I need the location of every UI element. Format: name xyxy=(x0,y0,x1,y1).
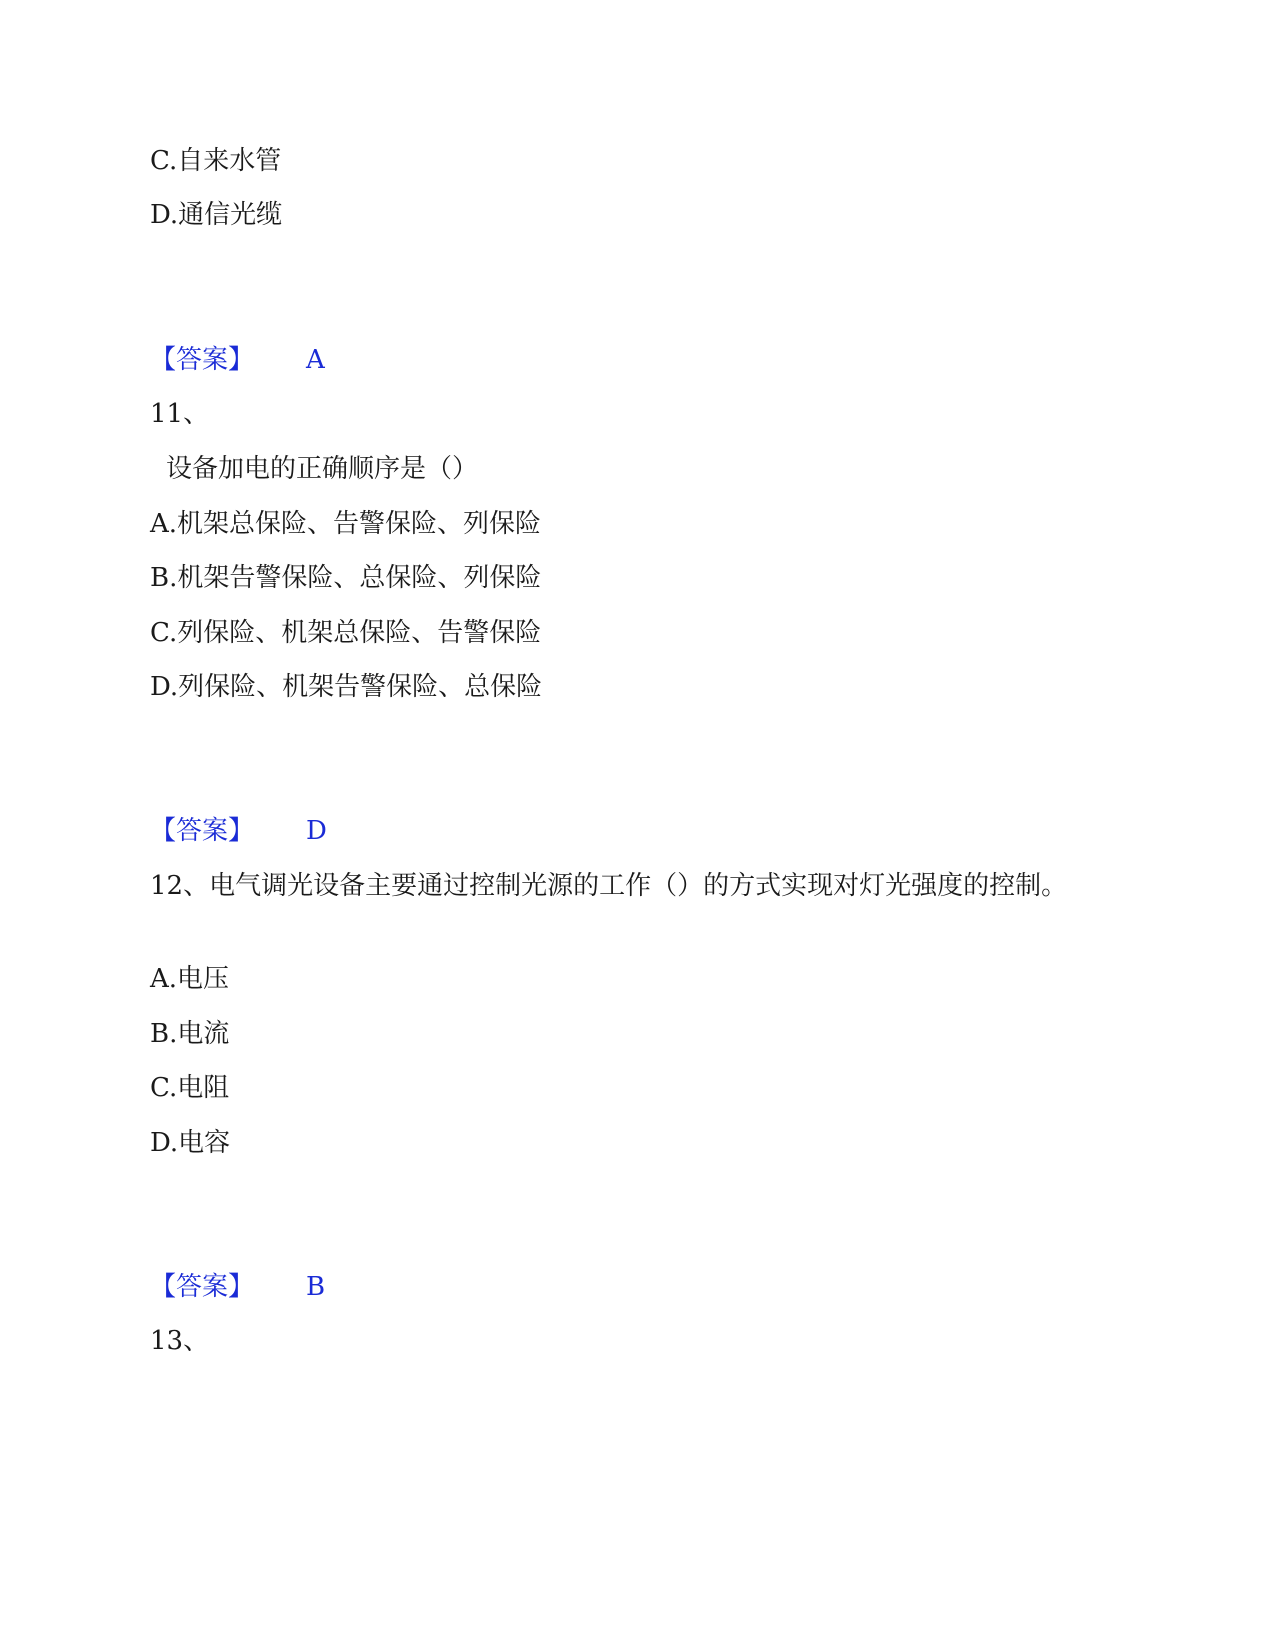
q10-answer xyxy=(150,342,325,378)
q12-stem: 12、电气调光设备主要通过控制光源的工作（）的方式实现对灯光强度的控制。 xyxy=(150,871,1068,901)
q11-stem: 设备加电的正确顺序是（） xyxy=(166,454,479,484)
q12-option-c: C.电阻 xyxy=(150,1073,230,1103)
q12-option-d: D.电容 xyxy=(150,1128,231,1158)
q11-option-a: A.机架总保险、告警保险、列保险 xyxy=(150,509,542,539)
answer-label: 【答案】 xyxy=(150,816,255,846)
q11-answer xyxy=(150,813,327,849)
answer-value: A xyxy=(306,345,325,375)
q12-option-a: A.电压 xyxy=(150,964,230,994)
q13-number: 13、 xyxy=(150,1326,210,1356)
answer-label: 【答案】 xyxy=(150,345,255,375)
answer-value: B xyxy=(306,1272,326,1302)
q10-option-c: C.自来水管 xyxy=(150,146,282,176)
q11-option-c: C.列保险、机架总保险、告警保险 xyxy=(150,618,542,648)
q12-option-b: B.电流 xyxy=(150,1019,230,1049)
q11-option-d: D.列保险、机架告警保险、总保险 xyxy=(150,672,543,702)
q11-option-b: B.机架告警保险、总保险、列保险 xyxy=(150,563,542,593)
q12-answer xyxy=(150,1269,325,1305)
answer-value: D xyxy=(306,816,327,846)
q10-option-d: D.通信光缆 xyxy=(150,200,283,230)
q11-number: 11、 xyxy=(150,399,210,429)
answer-label: 【答案】 xyxy=(150,1272,255,1302)
